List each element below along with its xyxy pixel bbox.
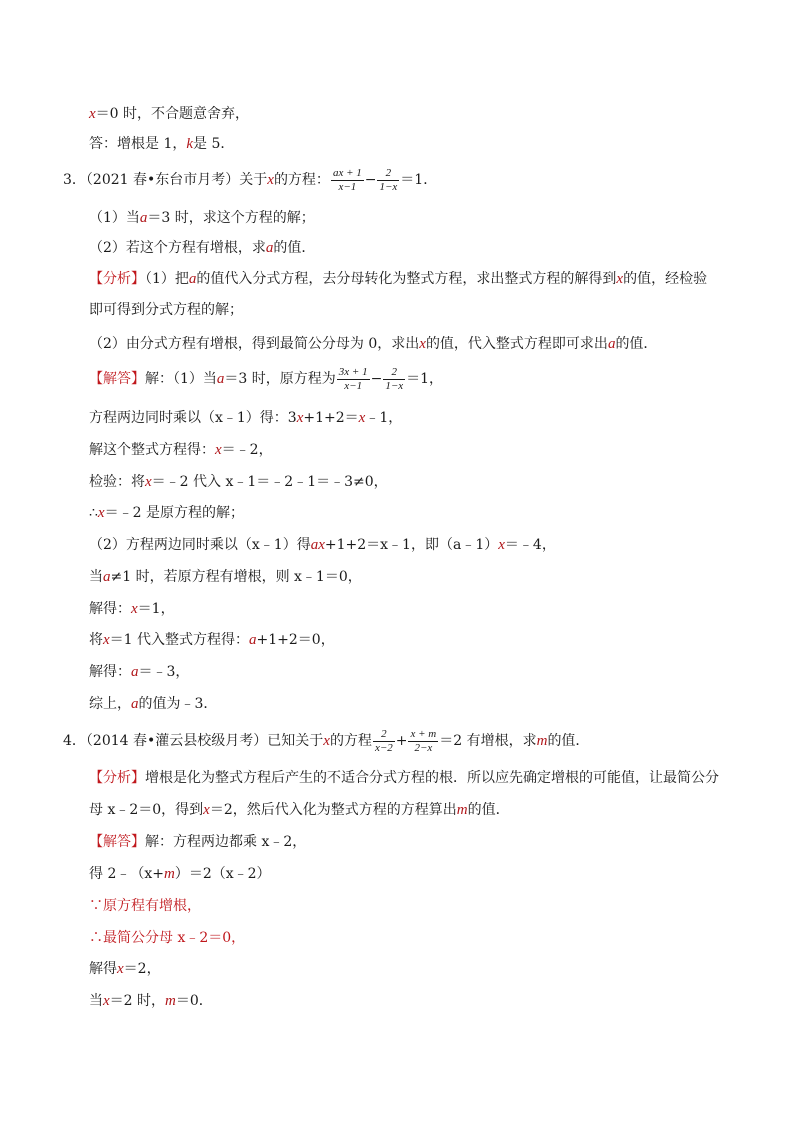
operator: − <box>364 172 377 188</box>
question-number: 4． <box>63 733 86 749</box>
analysis-tag: 【分析】 <box>89 271 145 287</box>
variable: a <box>188 271 197 287</box>
text: ＝0 时，不合题意舍弃， <box>95 106 250 122</box>
analysis-line: 【分析】（1）把a的值代入分式方程，去分母转化为整式方程，求出整式方程的解得到x的值，经检验 <box>89 271 708 287</box>
variable: a <box>131 696 139 712</box>
variable: x <box>203 802 210 818</box>
variable: m <box>165 993 176 1009</box>
analysis-line: 即可得到分式方程的解； <box>89 302 243 318</box>
variable: m <box>163 866 175 882</box>
variable: x <box>103 632 110 648</box>
variable: a <box>103 569 111 585</box>
variable: x <box>267 172 274 188</box>
solution-tag: 【解答】 <box>89 371 145 387</box>
fraction: $\frac{ax + 1}{x-1}$ <box>332 166 362 193</box>
variable: x <box>131 601 138 617</box>
solution-line: ∵原方程有增根， <box>89 898 201 914</box>
solution-line: 【解答】解：方程两边都乘 x﹣2， <box>89 834 307 850</box>
solution-tag: 【解答】 <box>89 834 145 850</box>
solution-line: 将x＝1 代入整式方程得：a+1+2＝0， <box>89 632 335 648</box>
variable: x <box>323 733 330 749</box>
variable: x <box>498 537 505 553</box>
variable: a <box>607 336 616 352</box>
variable: x <box>103 993 110 1009</box>
question-number: 3． <box>63 172 86 188</box>
analysis-tag: 【分析】 <box>89 770 145 786</box>
variable: a <box>216 371 225 387</box>
variable: ax <box>310 537 325 553</box>
variable: m <box>456 802 468 818</box>
solution-line <box>89 104 249 124</box>
variable: x <box>215 442 222 458</box>
variable: x <box>97 505 105 521</box>
solution-line: （2）方程两边同时乘以（x﹣1）得ax+1+2＝x﹣1，即（a﹣1）x＝﹣4， <box>89 537 556 553</box>
fraction: $\frac{2}{1-x}$ <box>379 166 398 193</box>
fraction: $\frac{2}{x-2}$ <box>374 727 393 754</box>
solution-line: 解得x＝2， <box>89 961 161 977</box>
text: 是 5． <box>193 136 235 152</box>
text: 答：增根是 1， <box>89 136 187 152</box>
variable: m <box>536 733 548 749</box>
variable: x <box>145 474 152 490</box>
variable: a <box>139 210 148 226</box>
solution-line: 解这个整式方程得：x＝﹣2， <box>89 442 273 458</box>
question-3-stem <box>63 164 437 196</box>
question-4-stem: 4．（2014 春•灌云县校级月考）已知关于x的方程 $\frac{2}{x-2}$ + $\frac{x + m}{2-x}$ ＝2 有增根，求m的值． <box>63 727 590 754</box>
variable: x <box>296 410 304 426</box>
answer-line <box>89 134 234 154</box>
solution-line: 【解答】解：（1）当a＝3 时，原方程为 $\frac{3x + 1}{x-1}$ − $\frac{2}{1-x}$ ＝1， <box>89 365 444 392</box>
question-source: （2021 春•东台市月考）关于 <box>85 172 268 188</box>
variable: x <box>117 961 124 977</box>
solution-line: 解得：x＝1， <box>89 601 175 617</box>
analysis-line: 母 x﹣2＝0，得到x＝2，然后代入化为整式方程的方程算出m的值． <box>89 802 510 818</box>
solution-line: 解得：a＝﹣3， <box>89 664 190 680</box>
solution-line: ∴x＝﹣2 是原方程的解； <box>89 505 244 521</box>
solution-line: 综上，a的值为﹣3． <box>89 696 218 712</box>
text: 的方程： <box>273 172 330 188</box>
analysis-line: 【分析】增根是化为整式方程后产生的不适合分式方程的根．所以应先确定增根的可能值，让最简公分 <box>89 770 719 786</box>
text: ＝1． <box>400 172 438 188</box>
variable: a <box>249 632 257 648</box>
solution-line: 方程两边同时乘以（x﹣1）得：3x+1+2＝x﹣1， <box>89 410 403 426</box>
question-3-part-2: （2）若这个方程有增根，求a的值． <box>89 240 316 256</box>
solution-line: ∴最简公分母 x﹣2＝0， <box>89 930 246 946</box>
variable: x <box>358 410 366 426</box>
solution-line: 检验：将x＝﹣2 代入 x﹣1＝﹣2﹣1＝﹣3≠0， <box>89 474 388 490</box>
question-source: （2014 春•灌云县校级月考）已知关于 <box>85 733 324 749</box>
solution-line: 当a≠1 时，若原方程有增根，则 x﹣1＝0， <box>89 569 362 585</box>
variable: a <box>131 664 139 680</box>
variable: x <box>616 271 624 287</box>
variable: k <box>186 136 194 152</box>
fraction: $\frac{3x + 1}{x-1}$ <box>338 365 368 392</box>
solution-line: 得 2﹣（x+m）＝2（x﹣2） <box>89 866 271 882</box>
question-3-part-1: （1）当a＝3 时，求这个方程的解； <box>89 210 315 226</box>
variable: x <box>89 106 96 122</box>
variable: x <box>419 336 426 352</box>
solution-line: 当x＝2 时，m＝0． <box>89 993 213 1009</box>
fraction: $\frac{2}{1-x}$ <box>385 365 404 392</box>
variable: a <box>265 240 274 256</box>
analysis-line: （2）由分式方程有增根，得到最简公分母为 0，求出x的值，代入整式方程即可求出a的值． <box>89 336 658 352</box>
fraction: $\frac{x + m}{2-x}$ <box>410 727 437 754</box>
